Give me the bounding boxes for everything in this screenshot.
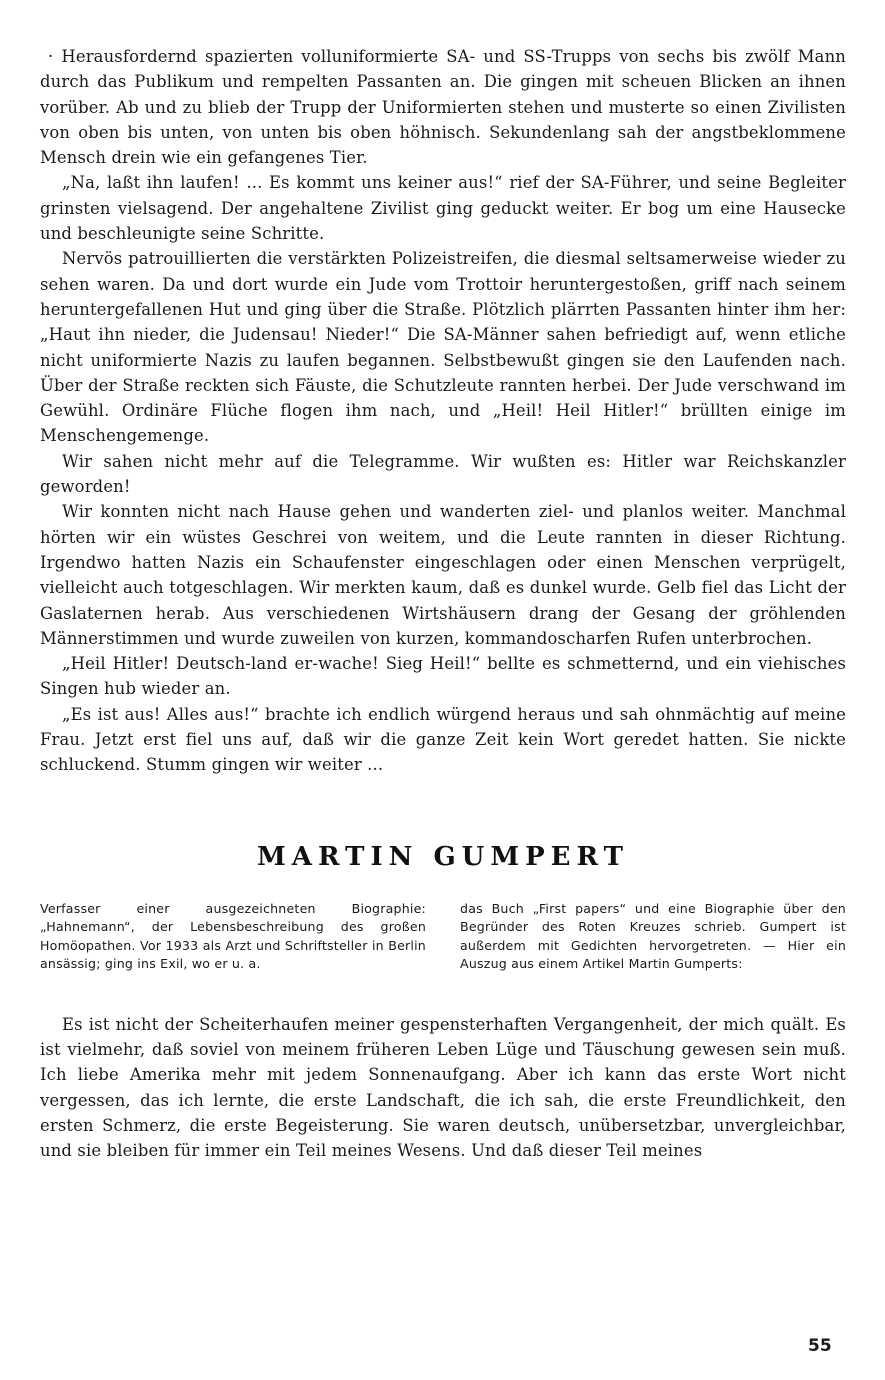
bio-column-right: das Buch „First papers“ und eine Biographie über den Begründer des Roten Kreuzes schrieb. Gumpert ist außerdem mit Gedichten hervorgetreten. — Hier ein Auszug aus einem Artikel Martin Gumperts: (460, 900, 846, 972)
page-number: 55 (808, 1336, 832, 1356)
paragraph: „Heil Hitler! Deutsch-land er-wache! Sieg Heil!“ bellte es schmetternd, und ein viehisches Singen hub wieder an. (40, 654, 846, 699)
paragraph: Wir konnten nicht nach Hause gehen und wanderten ziel- und planlos weiter. Manchmal hörten wir ein wüstes Geschrei von weitem, und die Leute rannten in dieser Richtung. Irgendwo hatten Nazis ein Schaufenster eingeschlagen oder einen Menschen verprügelt, vielleicht auch totgeschlagen. Wir merkten kaum, daß es dunkel wurde. Gelb fiel das Licht der Gaslaternen herab. Aus verschiedenen Wirtshäusern drang der Gesang der gröhlenden Männerstimmen und wurde zuweilen von kurzen, kommandoscharfen Rufen unterbrochen. (40, 502, 846, 648)
author-excerpt (40, 1012, 846, 1164)
paragraph: „Es ist aus! Alles aus!“ brachte ich endlich würgend heraus und sah ohnmächtig auf meine Frau. Jetzt erst fiel uns auf, daß wir die ganze Zeit kein Wort geredet hatten. Sie nickte schluckend. Stumm gingen wir weiter ... (40, 704, 846, 775)
narrative-text (40, 44, 846, 778)
book-page (40, 44, 846, 1163)
bio-column-left: Verfasser einer ausgezeichneten Biographie: „Hahnemann“, der Lebensbeschreibung des großen Homöopathen. Vor 1933 als Arzt und Schriftsteller in Berlin ansässig; ging ins Exil, wo er u. a. (40, 900, 426, 972)
excerpt-paragraph: Es ist nicht der Scheiterhaufen meiner gespensterhaften Vergangenheit, der mich quält. Es ist vielmehr, daß soviel von meinem früheren Leben Lüge und Täuschung gewesen sein muß. Ich liebe Amerika mehr mit jedem Sonnenaufgang. Aber ich kann das erste Wort nicht vergessen, das ich lernte, die erste Landschaft, die ich sah, die erste Freundlichkeit, den ersten Schmerz, die erste Begeisterung. Sie waren deutsch, unübersetzbar, unvergleichbar, und sie bleiben für immer ein Teil meines Wesens. Und daß dieser Teil meines (40, 1014, 846, 1161)
paragraph: Wir sahen nicht mehr auf die Telegramme. Wir wußten es: Hitler war Reichskanzler geworden! (40, 451, 846, 497)
paragraph: Nervös patrouillierten die verstärkten Polizeistreifen, die diesmal seltsamerweise wieder zu sehen waren. Da und dort wurde ein Jude vom Trottoir heruntergestoßen, griff nach seinem heruntergefallenen Hut und ging über die Straße. Plötzlich plärrten Passanten hinter ihm her: „Haut ihn nieder, die Judensau! Nieder!“ Die SA-Männer sahen befriedigt auf, wenn etliche nicht uniformierte Nazis zu laufen begannen. Selbstbewußt gingen sie den Laufenden nach. Über der Straße reckten sich Fäuste, die Schutzleute rannten herbei. Der Jude verschwand im Gewühl. Ordinäre Flüche flogen ihm nach, und „Heil! Heil Hitler!“ brüllten einige im Menschengemenge. (40, 249, 846, 446)
paragraph: „Na, laßt ihn laufen! ... Es kommt uns keiner aus!“ rief der SA-Führer, und seine Begleiter grinsten vielsagend. Der angehaltene Zivilist ging geduckt weiter. Er bog um eine Hausecke und beschleunigte seine Schritte. (40, 173, 846, 244)
paragraph: · Herausfordernd spazierten volluniformierte SA- und SS-Trupps von sechs bis zwölf Mann durch das Publikum und rempelten Passanten an. Die gingen mit scheuen Blicken an ihnen vorüber. Ab und zu blieb der Trupp der Uniformierten stehen und musterte so einen Zivilisten von oben bis unten, von unten bis oben höhnisch. Sekundenlang sah der angstbeklommene Mensch drein wie ein gefangenes Tier. (40, 47, 846, 168)
author-heading: MARTIN GUMPERT (257, 841, 629, 872)
author-bio (40, 900, 846, 974)
